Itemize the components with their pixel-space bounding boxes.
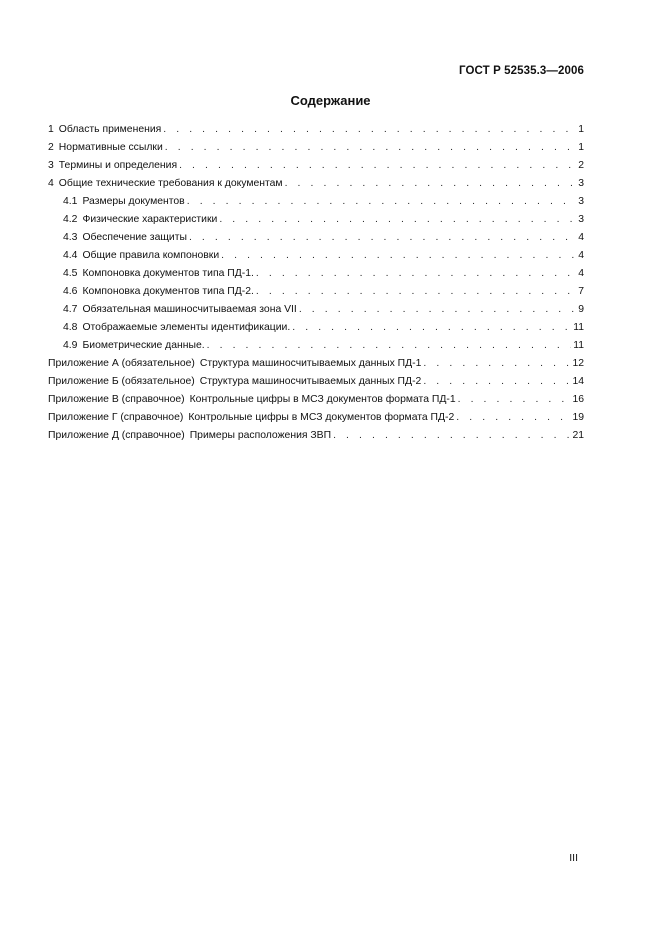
toc-label: Структура машиносчитываемых данных ПД-1 (199, 358, 422, 369)
toc-page: 19 (572, 412, 584, 423)
toc-label: Область применения (58, 124, 162, 135)
toc-page: 7 (578, 286, 584, 297)
leader-dots (163, 121, 575, 139)
toc-entry[interactable] (48, 301, 584, 319)
leader-dots (219, 211, 575, 229)
toc-label: Отображаемые элементы идентификации. (82, 322, 291, 333)
toc-appendix-designation: Приложение Г (справочное) (48, 412, 184, 423)
toc-entry[interactable] (48, 265, 584, 283)
leader-dots (189, 229, 575, 247)
leader-dots (458, 391, 571, 409)
toc-page: 3 (578, 196, 584, 207)
toc-number: 4 (48, 178, 54, 189)
toc-number: 4.2 (63, 214, 78, 225)
toc-label: Обеспечение защиты (82, 232, 187, 243)
toc-number: 2 (48, 142, 54, 153)
leader-dots (423, 373, 570, 391)
leader-dots (207, 337, 572, 355)
toc-label: Нормативные ссылки (58, 142, 163, 153)
toc-label: Общие технические требования к документам (58, 178, 283, 189)
toc-label: Структура машиносчитываемых данных ПД-2 (199, 376, 422, 387)
toc-page: 11 (573, 322, 584, 333)
toc-number: 4.3 (63, 232, 78, 243)
toc-label: Контрольные цифры в МСЗ документов формата ПД-1 (189, 394, 456, 405)
page-title: Содержание (290, 93, 371, 108)
toc-number: 4.4 (63, 250, 78, 261)
toc-label: Обязательная машиносчитываемая зона VII (82, 304, 297, 315)
toc-number: 3 (48, 160, 54, 171)
toc-number: 1 (48, 124, 54, 135)
leader-dots (292, 319, 571, 337)
toc-page: 12 (572, 358, 584, 369)
toc-entry[interactable] (48, 319, 584, 337)
toc-page: 3 (578, 214, 584, 225)
toc-page: 1 (578, 142, 584, 153)
leader-dots (256, 283, 575, 301)
toc-page: 9 (578, 304, 584, 315)
leader-dots (285, 175, 575, 193)
toc-entry[interactable] (48, 121, 584, 139)
leader-dots (221, 247, 575, 265)
toc-entry[interactable] (48, 211, 584, 229)
toc-label: Физические характеристики (82, 214, 218, 225)
leader-dots (165, 139, 575, 157)
toc-appendix-entry[interactable] (48, 373, 584, 391)
toc-entry[interactable] (48, 229, 584, 247)
toc-label: Компоновка документов типа ПД-1. (82, 268, 254, 279)
toc-page: 4 (578, 268, 584, 279)
toc-appendix-designation: Приложение А (обязательное) (48, 358, 195, 369)
toc-label: Термины и определения (58, 160, 178, 171)
toc-number: 4.7 (63, 304, 78, 315)
toc-number: 4.8 (63, 322, 78, 333)
toc-appendix-entry[interactable] (48, 391, 584, 409)
toc-entry[interactable] (48, 283, 584, 301)
toc-appendix-entry[interactable] (48, 355, 584, 373)
toc-appendix-designation: Приложение Д (справочное) (48, 430, 185, 441)
page-number: III (569, 852, 578, 864)
toc-appendix-entry[interactable] (48, 409, 584, 427)
toc-page: 14 (572, 376, 584, 387)
toc-number: 4.5 (63, 268, 78, 279)
standard-designation: ГОСТ Р 52535.3—2006 (459, 65, 584, 77)
leader-dots (187, 193, 575, 211)
toc-page: 2 (578, 160, 584, 171)
toc-page: 3 (578, 178, 584, 189)
leader-dots (179, 157, 575, 175)
toc-label: Размеры документов (82, 196, 185, 207)
toc-page: 1 (578, 124, 584, 135)
toc-page: 21 (572, 430, 584, 441)
toc-entry[interactable] (48, 175, 584, 193)
toc-appendix-entry[interactable] (48, 427, 584, 445)
toc-page: 16 (572, 394, 584, 405)
toc-page: 4 (578, 250, 584, 261)
toc-label: Компоновка документов типа ПД-2. (82, 286, 254, 297)
toc-entry[interactable] (48, 337, 584, 355)
leader-dots (256, 265, 575, 283)
leader-dots (423, 355, 570, 373)
toc-appendix-designation: Приложение Б (обязательное) (48, 376, 195, 387)
toc-label: Примеры расположения ЗВП (189, 430, 332, 441)
toc-number: 4.1 (63, 196, 78, 207)
toc-page: 4 (578, 232, 584, 243)
toc-page: 11 (573, 340, 584, 351)
toc-appendix-designation: Приложение В (справочное) (48, 394, 185, 405)
toc-label: Общие правила компоновки (82, 250, 220, 261)
toc-entry[interactable] (48, 139, 584, 157)
toc-entry[interactable] (48, 247, 584, 265)
toc-label: Биометрические данные. (82, 340, 205, 351)
toc-number: 4.6 (63, 286, 78, 297)
leader-dots (456, 409, 570, 427)
leader-dots (299, 301, 575, 319)
toc-entry[interactable] (48, 193, 584, 211)
toc-number: 4.9 (63, 340, 78, 351)
toc-label: Контрольные цифры в МСЗ документов формата ПД-2 (188, 412, 455, 423)
toc-entry[interactable] (48, 157, 584, 175)
table-of-contents (48, 121, 584, 445)
leader-dots (333, 427, 570, 445)
